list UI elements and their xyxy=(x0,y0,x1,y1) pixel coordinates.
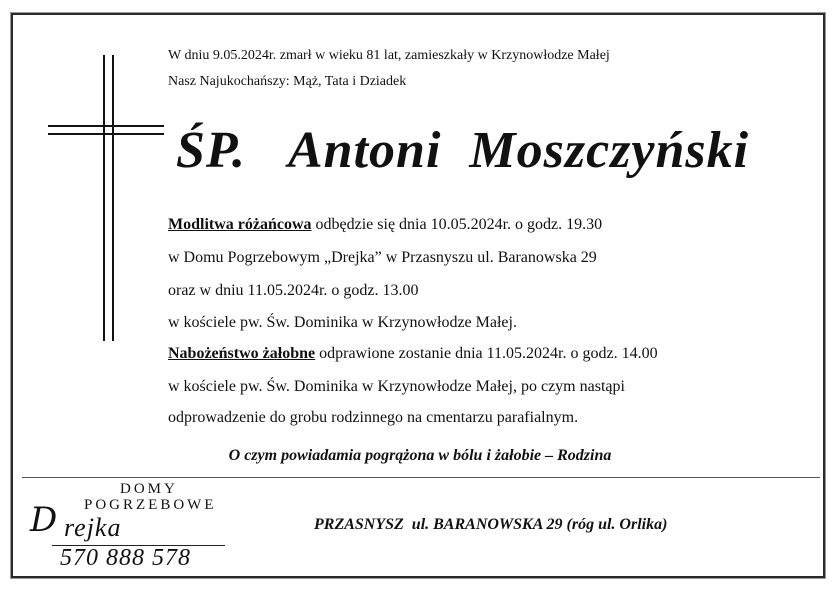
name-prefix: ŚP. xyxy=(176,122,246,179)
full-name: Antoni Moszczyński xyxy=(287,122,750,179)
phone-number: 570 888 578 xyxy=(60,545,191,571)
logo-domy: DOMY xyxy=(120,481,178,497)
burial-line: odprowadzenie do grobu rodzinnego na cmentarzu parafialnym. xyxy=(168,409,579,426)
church-procession-line: w kościele pw. Św. Dominika w Krzynowłodze Małej, po czym nastąpi xyxy=(168,378,625,395)
funeral-text: odprawione zostanie dnia 11.05.2024r. o godz. 14.00 xyxy=(315,345,658,362)
footer-divider xyxy=(22,477,820,478)
funeral-label: Nabożeństwo żałobne xyxy=(168,345,316,362)
funeral-mass-line xyxy=(168,344,658,364)
logo-initial: D xyxy=(30,500,58,540)
logo-pogrzebowe: POGRZEBOWE xyxy=(84,497,217,513)
deceased-name xyxy=(176,116,749,186)
closing-statement: O czym powiadamia pogrążona w bólu i żałobie – Rodzina xyxy=(228,447,612,464)
church-line: w kościele pw. Św. Dominika w Krzynowłodze Małej. xyxy=(168,314,517,331)
funeral-home-address: PRZASNYSZ ul. BARANOWSKA 29 (róg ul. Orlika) xyxy=(314,516,668,533)
family-relation-line: Nasz Najukochańszy: Mąż, Tata i Dziadek xyxy=(168,74,407,89)
second-rosary-line: oraz w dniu 11.05.2024r. o godz. 13.00 xyxy=(168,282,419,299)
rosary-line xyxy=(168,215,602,235)
rosary-label: Modlitwa różańcowa xyxy=(168,216,312,233)
funeral-home-line: w Domu Pogrzebowym „Drejka” w Przasnyszu ul. Baranowska 29 xyxy=(168,249,597,266)
logo-rejka: rejka xyxy=(64,513,122,542)
rosary-text: odbędzie się dnia 10.05.2024r. o godz. 19.30 xyxy=(311,216,603,233)
death-notice-line: W dniu 9.05.2024r. zmarł w wieku 81 lat, zamieszkały w Krzynowłodze Małej xyxy=(168,48,610,63)
